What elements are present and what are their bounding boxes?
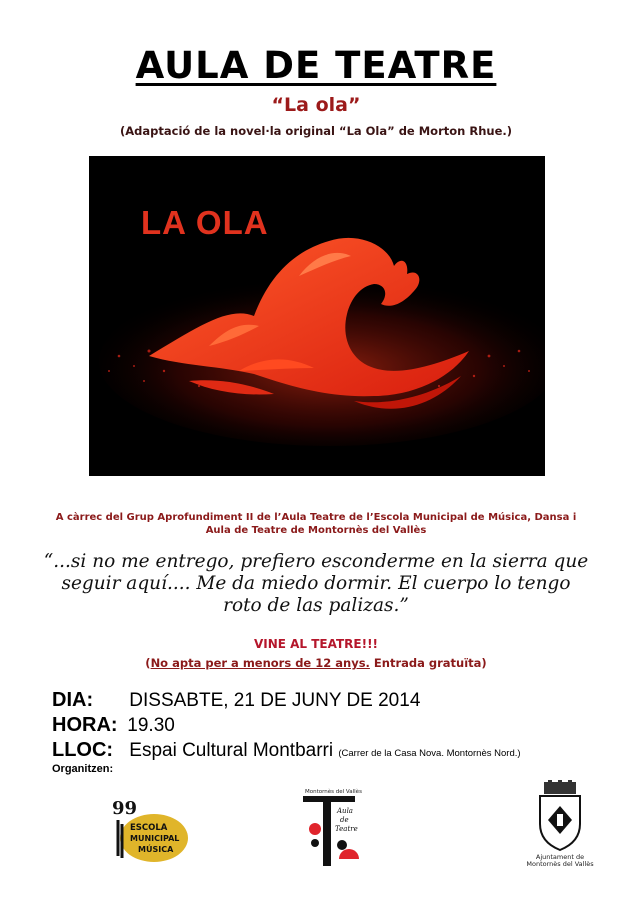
- aula-teatre-logo: [295, 783, 370, 869]
- logo-ajuntament-line2: Montornès del Vallès: [526, 860, 594, 866]
- age-and-entry-note: (No apta per a menors de 12 anys. Entrada gratuïta): [145, 656, 487, 670]
- logo-aula-line2: de: [340, 816, 349, 824]
- call-to-action: VINE AL TEATRE!!!: [253, 637, 379, 651]
- play-quote: “...si no me entrego, prefiero esconderme en la sierra que seguir aquí.... Me da miedo dormir. El cuerpo lo tengo roto de las palizas.”: [43, 551, 589, 616]
- wave-illustration: [89, 156, 545, 476]
- la-ola-poster-image: [89, 156, 545, 476]
- logo-number: 99: [112, 798, 138, 819]
- time-label: HORA:: [52, 714, 118, 736]
- organizers-label: Organitzen:: [52, 763, 114, 775]
- logo-aula-line1: Aula: [337, 807, 353, 815]
- logo-ajuntament-line1: Ajuntament de: [535, 853, 585, 861]
- logo-aula-line3: Teatre: [335, 825, 358, 833]
- logo-escola-line3: MÚSICA: [138, 845, 174, 854]
- date-label: DIA:: [52, 689, 94, 711]
- logo-escola-line2: MUNICIPAL: [130, 834, 180, 843]
- escola-musica-logo: [108, 796, 190, 866]
- date-row: [52, 689, 420, 712]
- poster-image-title: LA OLA: [141, 204, 269, 241]
- logo-escola-line1: ESCOLA: [130, 823, 168, 833]
- adaptation-note: (Adaptació de la novel·la original “La Ola” de Morton Rhue.): [119, 124, 512, 138]
- age-restriction: No apta per a menors de 12 anys.: [150, 656, 370, 670]
- location-address: (Carrer de la Casa Nova. Montornès Nord.): [338, 748, 521, 759]
- date-value: DISSABTE, 21 DE JUNY DE 2014: [129, 690, 421, 711]
- time-value: 19.30: [127, 715, 175, 736]
- location-value: Espai Cultural Montbarri: [129, 740, 334, 761]
- location-label: LLOC:: [52, 739, 114, 761]
- performance-credits: A càrrec del Grup Aprofundiment II de l’Aula Teatre de l’Escola Municipal de Música, Dansa i Aula de Teatre de Montornès del Vallès: [55, 512, 577, 536]
- poster-title: AULA DE TEATRE: [135, 44, 497, 87]
- location-row: [52, 739, 521, 762]
- time-row: [52, 714, 175, 737]
- ajuntament-logo: [520, 780, 600, 866]
- logo-aula-arc: Montornès del Vallès: [305, 789, 362, 795]
- play-subtitle: “La ola”: [271, 94, 361, 116]
